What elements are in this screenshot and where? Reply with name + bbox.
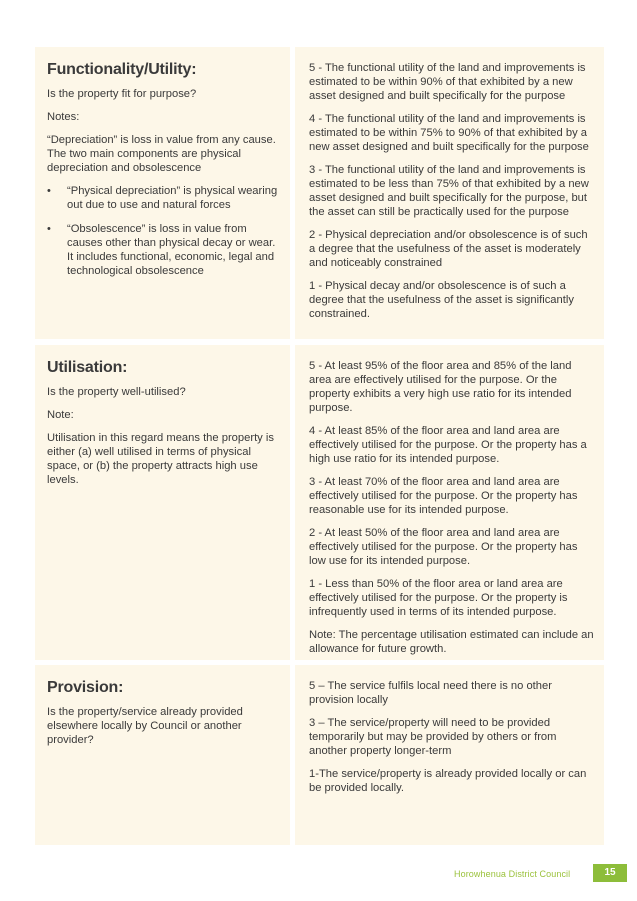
provision-criteria-cell <box>35 665 290 845</box>
provision-title: Provision: <box>47 679 124 696</box>
functionality-criteria-cell <box>35 47 290 339</box>
score-text: 1-The service/property is already provided locally or can be provided locally. <box>309 768 587 794</box>
utilisation-question: Is the property well-utilised? <box>47 386 186 398</box>
bullet-icon: • <box>47 223 51 235</box>
score-text: 3 - The functional utility of the land and improvements is estimated to be less than 75% of that exhibited by a new asset designed and built specifically for the purpose, but the asset can still be practically used for the purpose <box>309 164 589 218</box>
utilisation-criteria-cell <box>35 345 290 660</box>
score-text: 2 - Physical depreciation and/or obsolescence is of such a degree that the usefulness of the asset is moderately and noticeably constrained <box>309 229 588 269</box>
provision-question: Is the property/service already provided elsewhere locally by Council or another provider? <box>47 706 243 746</box>
score-text: 5 – The service fulfils local need there is no other provision locally <box>309 680 552 706</box>
functionality-definition: “Depreciation” is loss in value from any cause. The two main components are physical depreciation and obsolescence <box>47 134 276 174</box>
score-text: 4 - At least 85% of the floor area and land area are effectively utilised for the purpose. Or the property has a high use ratio for its intended purpose. <box>309 425 587 465</box>
score-text: 2 - At least 50% of the floor area and land area are effectively utilised for the purpose. Or the property has low use for its intended purpose. <box>309 527 578 567</box>
score-note: Note: The percentage utilisation estimated can include an allowance for future growth. <box>309 629 594 655</box>
utilisation-title: Utilisation: <box>47 359 128 376</box>
provision-scores-cell <box>295 665 604 845</box>
bullet-icon: • <box>47 185 51 197</box>
score-text: 5 - The functional utility of the land and improvements is estimated to be within 90% of that exhibited by a new asset designed and built specifically for the purpose <box>309 62 586 102</box>
score-text: 3 – The service/property will need to be provided temporarily but may be provided by others or from another property longer-term <box>309 717 557 757</box>
footer-organisation: Horowhenua District Council <box>454 869 571 879</box>
functionality-title: Functionality/Utility: <box>47 61 197 78</box>
list-item: • “Physical depreciation” is physical wearing out due to use and natural forces <box>47 185 278 211</box>
utilisation-definition: Utilisation in this regard means the property is either (a) well utilised in terms of physical space, or (b) the property attracts high use levels. <box>47 432 274 486</box>
functionality-question: Is the property fit for purpose? <box>47 88 197 100</box>
functionality-notes-label: Notes: <box>47 111 80 123</box>
functionality-bullet-list <box>47 184 280 278</box>
page-number: 15 <box>593 864 627 882</box>
list-item: • “Obsolescence” is loss in value from causes other than physical decay or wear. It includes functional, economic, legal and technological obsolescence <box>47 223 276 277</box>
score-text: 4 - The functional utility of the land and improvements is estimated to be within 75% to 90% of that exhibited by a new asset designed and built specifically for the purpose <box>309 113 589 153</box>
score-text: 5 - At least 95% of the floor area and 85% of the land area are effectively utilised for the purpose. Or the property exhibits a very high use ratio for its intended purpose. <box>309 360 572 414</box>
score-text: 3 - At least 70% of the floor area and land area are effectively utilised for the purpose. Or the property has reasonable use for its intended purpose. <box>309 476 578 516</box>
utilisation-note-label: Note: <box>47 409 74 421</box>
functionality-scores-cell <box>295 47 604 339</box>
utilisation-scores-cell <box>295 345 604 660</box>
score-text: 1 - Less than 50% of the floor area or land area are effectively utilised for the purpose. Or the property is infrequently used in terms of its intended purpose. <box>309 578 568 618</box>
score-text: 1 - Physical decay and/or obsolescence is of such a degree that the usefulness of the asset is significantly constrained. <box>309 280 574 320</box>
